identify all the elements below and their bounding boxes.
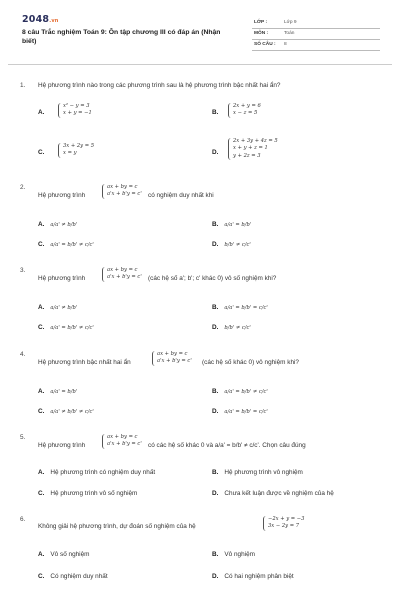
option-c[interactable] xyxy=(38,490,137,497)
option-text: Vô số nghiệm xyxy=(50,551,90,558)
option-a[interactable] xyxy=(38,109,50,116)
equation-line: 3x + 2y = 5 xyxy=(63,143,95,149)
option-letter: D. xyxy=(212,490,219,497)
question-system xyxy=(102,267,142,282)
option-b[interactable] xyxy=(212,388,268,395)
option-letter: C. xyxy=(38,241,45,248)
page-title: 8 câu Trắc nghiệm Toán 9: Ôn tập chương III có đáp án (Nhận biết) xyxy=(22,29,221,45)
equation-line: y + 2z = 3 xyxy=(233,152,261,159)
option-text: a/a' ≠ b/b' xyxy=(50,305,78,311)
option-letter: B. xyxy=(212,304,219,311)
option-c-system xyxy=(58,143,94,158)
question-system xyxy=(102,184,142,199)
option-a[interactable] xyxy=(38,469,155,476)
option-letter: D. xyxy=(212,241,219,248)
equation-line: a'x + b'y = c' xyxy=(157,358,192,365)
question-text: Hệ phương trình xyxy=(38,442,86,449)
option-letter: B. xyxy=(212,109,219,116)
meta-key: SỐ CÂU : xyxy=(254,42,276,47)
equation-line: −2x + y = −3 xyxy=(268,516,305,522)
option-a[interactable] xyxy=(38,304,77,311)
option-d[interactable] xyxy=(212,241,251,248)
equation-line: a'x + b'y = c' xyxy=(107,274,142,281)
option-letter: C. xyxy=(38,573,45,580)
option-letter: B. xyxy=(212,551,219,558)
option-letter: D. xyxy=(212,573,219,580)
question-text: Không giải hệ phương trình, dự đoán số nghiệm của hệ xyxy=(38,523,196,530)
option-c[interactable] xyxy=(38,241,94,248)
question-system xyxy=(263,516,304,531)
option-text: b/b' ≠ c/c' xyxy=(224,242,251,248)
header-divider xyxy=(8,64,392,65)
option-text: a/a' = b/b' = c/c' xyxy=(224,305,268,311)
option-text: Vô nghiệm xyxy=(224,551,255,558)
option-letter: D. xyxy=(212,408,219,415)
meta-row-class xyxy=(252,18,380,29)
question-text: Hệ phương trình xyxy=(38,275,86,282)
option-letter: A. xyxy=(38,109,45,116)
option-text: Hệ phương trình có nghiệm duy nhất xyxy=(50,469,156,476)
option-letter: D. xyxy=(212,324,219,331)
question-1 xyxy=(20,82,380,172)
question-text-after: (các hệ số khác 0) vô nghiệm khi? xyxy=(202,359,299,366)
option-letter: C. xyxy=(38,490,45,497)
document-header xyxy=(22,14,372,56)
option-b[interactable] xyxy=(212,221,251,228)
question-system xyxy=(152,351,192,366)
option-d-system xyxy=(228,138,278,160)
question-text-after: có các hệ số khác 0 và a/a' = b/b' ≠ c/c'. Chọn câu đúng xyxy=(148,442,306,449)
option-text: a/a' ≠ b/b' xyxy=(50,222,78,228)
equation-line: x² − y = 3 xyxy=(63,103,90,109)
meta-row-count xyxy=(252,40,380,51)
option-letter: C. xyxy=(38,324,45,331)
option-letter: A. xyxy=(38,221,45,228)
equation-line: a'x + b'y = c' xyxy=(107,191,142,198)
logo-suffix: .vn xyxy=(49,18,59,24)
option-letter: D. xyxy=(212,149,219,156)
option-c[interactable] xyxy=(38,573,108,580)
option-c[interactable] xyxy=(38,324,94,331)
option-letter: C. xyxy=(38,149,45,156)
option-text: a/a' = b/b' xyxy=(224,222,252,228)
question-4 xyxy=(20,351,380,421)
equation-line: a'x + b'y = c' xyxy=(107,441,142,448)
option-letter: A. xyxy=(38,551,45,558)
equation-line: x − z = 5 xyxy=(233,110,258,117)
option-a[interactable] xyxy=(38,388,77,395)
option-d[interactable] xyxy=(212,490,334,497)
option-c[interactable] xyxy=(38,408,94,415)
meta-table xyxy=(252,18,380,51)
question-text: Hệ phương trình bậc nhất hai ẩn xyxy=(38,359,131,366)
equation-line: x + y = −1 xyxy=(63,110,92,117)
option-a[interactable] xyxy=(38,221,77,228)
option-c[interactable] xyxy=(38,149,50,156)
option-letter: B. xyxy=(212,388,219,395)
option-letter: A. xyxy=(38,388,45,395)
question-5 xyxy=(20,434,380,504)
meta-value: Lớp 9 xyxy=(284,20,297,25)
site-logo[interactable] xyxy=(22,14,59,25)
question-6 xyxy=(20,516,380,586)
option-text: a/a' = b/b' ≠ c/c' xyxy=(224,389,268,395)
option-a[interactable] xyxy=(38,551,89,558)
option-letter: A. xyxy=(38,304,45,311)
meta-key: LỚP : xyxy=(254,20,268,25)
equation-line: x + y + z = 1 xyxy=(233,145,268,152)
option-d[interactable] xyxy=(212,324,251,331)
question-number: 6. xyxy=(20,516,26,523)
question-number: 5. xyxy=(20,434,26,441)
option-b[interactable] xyxy=(212,551,255,558)
option-letter: A. xyxy=(38,469,45,476)
meta-value: Toán xyxy=(284,31,295,36)
question-3 xyxy=(20,267,380,337)
option-letter: B. xyxy=(212,469,219,476)
equation-line: 3x − 2y = 7 xyxy=(268,523,300,530)
meta-row-subject xyxy=(252,29,380,40)
option-letter: B. xyxy=(212,221,219,228)
question-text: Hệ phương trình xyxy=(38,192,86,199)
option-text: a/a' ≠ b/b' ≠ c/c' xyxy=(50,409,94,415)
logo-text: 2048 xyxy=(22,14,50,25)
option-text: Chưa kết luận được về nghiệm của hệ xyxy=(224,490,334,497)
equation-line: ax + by = c xyxy=(107,267,138,273)
question-text: Hệ phương trình nào trong các phương trình sau là hệ phương trình bậc nhất hai ẩn? xyxy=(38,82,281,89)
question-2 xyxy=(20,184,380,254)
option-d[interactable] xyxy=(212,149,224,156)
equation-line: x = y xyxy=(63,150,77,157)
equation-line: 2x + y = 6 xyxy=(233,103,261,109)
question-number: 3. xyxy=(20,267,26,274)
option-b-system xyxy=(228,103,261,118)
question-text-after: (các hệ số a'; b'; c' khác 0) vô số nghiệm khi? xyxy=(148,275,277,282)
question-number: 2. xyxy=(20,184,26,191)
option-d[interactable] xyxy=(212,573,294,580)
equation-line: ax + by = c xyxy=(107,434,138,440)
option-text: a/a' = b/b' ≠ c/c' xyxy=(50,242,94,248)
option-text: Có nghiệm duy nhất xyxy=(50,573,108,580)
option-b[interactable] xyxy=(212,109,224,116)
equation-line: ax + by = c xyxy=(107,184,138,190)
option-text: Hệ phương trình vô nghiệm xyxy=(224,469,303,476)
option-text: Có hai nghiệm phân biệt xyxy=(224,573,294,580)
option-b[interactable] xyxy=(212,304,268,311)
option-letter: C. xyxy=(38,408,45,415)
option-text: a/a' = b/b' = c/c' xyxy=(224,409,268,415)
option-a-system xyxy=(58,103,92,118)
option-text: a/a' = b/b' ≠ c/c' xyxy=(50,325,94,331)
question-system xyxy=(102,434,142,449)
equation-line: 2x + 3y + 4z = 5 xyxy=(233,138,278,144)
option-d[interactable] xyxy=(212,408,268,415)
option-b[interactable] xyxy=(212,469,303,476)
equation-line: ax + by = c xyxy=(157,351,188,357)
option-text: b/b' ≠ c/c' xyxy=(224,325,251,331)
meta-key: MÔN : xyxy=(254,31,269,36)
question-number: 4. xyxy=(20,351,26,358)
option-text: Hệ phương trình vô số nghiệm xyxy=(50,490,138,497)
question-text-after: có nghiệm duy nhất khi xyxy=(148,192,214,199)
option-text: a/a' = b/b' xyxy=(50,389,78,395)
meta-value: 8 xyxy=(284,42,287,47)
question-number: 1. xyxy=(20,82,26,89)
